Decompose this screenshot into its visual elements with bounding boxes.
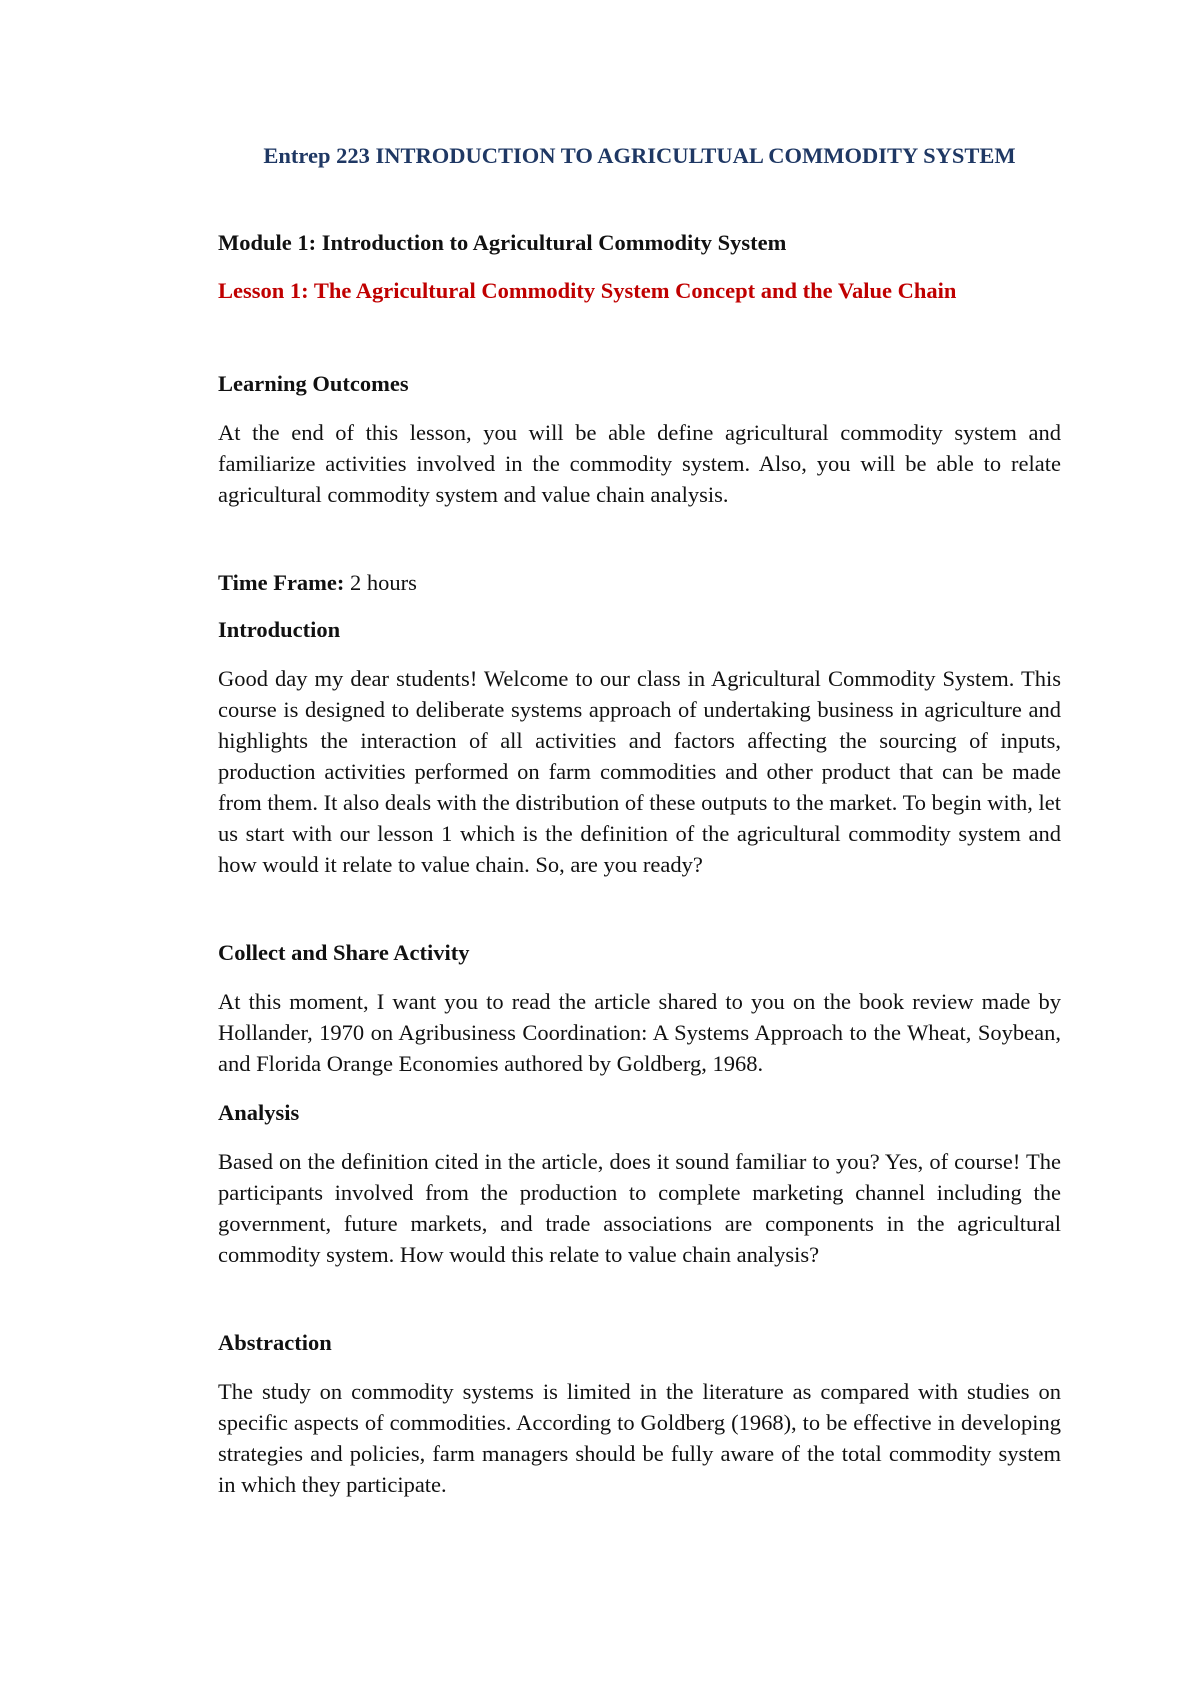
abstraction-section <box>218 1327 1061 1500</box>
abstraction-heading: Abstraction <box>218 1330 332 1355</box>
introduction-heading: Introduction <box>218 617 341 642</box>
time-frame-section <box>218 567 1061 598</box>
learning-outcomes-heading: Learning Outcomes <box>218 371 409 396</box>
introduction-text: Good day my dear students! Welcome to our class in Agricultural Commodity System. This course is designed to deliberate systems approach of undertaking business in agriculture and highlights the interaction of all activities and factors affecting the sourcing of inputs, production activities performed on farm commodities and other product that can be made from them. It also deals with the distribution of these outputs to the market. To begin with, let us start with our lesson 1 which is the definition of the agricultural commodity system and how would it relate to value chain. So, are you ready? <box>218 666 1061 877</box>
introduction-section <box>218 614 1061 880</box>
time-frame-value: 2 hours <box>344 570 417 595</box>
collect-share-heading: Collect and Share Activity <box>218 940 470 965</box>
analysis-heading: Analysis <box>218 1100 300 1125</box>
module-heading: Module 1: Introduction to Agricultural Commodity System <box>218 230 787 255</box>
time-frame <box>218 567 1061 598</box>
analysis-text: Based on the definition cited in the article, does it sound familiar to you? Yes, of course! The participants involved from the production to complete marketing channel including the government, future markets, and trade associations are components in the agricultural commodity system. How would this relate to value chain analysis? <box>218 1149 1061 1267</box>
learning-outcomes-text: At the end of this lesson, you will be able define agricultural commodity system and familiarize activities involved in the commodity system. Also, you will be able to relate agricultural commodity system and value chain analysis. <box>218 420 1061 507</box>
time-frame-label: Time Frame: <box>218 570 345 595</box>
collect-share-section <box>218 937 1061 1079</box>
page-content <box>218 140 1061 1500</box>
analysis-section <box>218 1097 1061 1270</box>
lesson-heading: Lesson 1: The Agricultural Commodity System Concept and the Value Chain <box>218 278 957 303</box>
document-title: Entrep 223 INTRODUCTION TO AGRICULTUAL COMMODITY SYSTEM <box>263 143 1016 168</box>
learning-outcomes-section <box>218 368 1061 510</box>
collect-share-text: At this moment, I want you to read the article shared to you on the book review made by Hollander, 1970 on Agribusiness Coordination: A Systems Approach to the Wheat, Soybean, and Florida Orange Economies authored by Goldberg, 1968. <box>218 989 1061 1076</box>
abstraction-text: The study on commodity systems is limited in the literature as compared with studies on specific aspects of commodities. According to Goldberg (1968), to be effective in developing strategies and policies, farm managers should be fully aware of the total commodity system in which they participate. <box>218 1379 1061 1497</box>
